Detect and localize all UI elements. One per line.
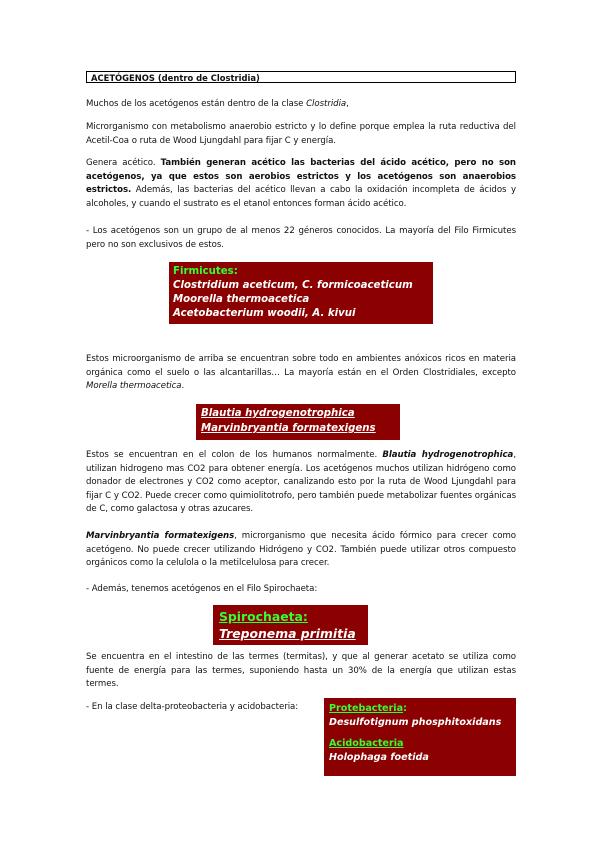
species-line: Blautia hydrogenotrophica (201, 408, 355, 419)
species-line: Desulfotignum phosphitoxidans (329, 716, 502, 728)
section-subtitle: (dentro de Clostridia) (154, 73, 260, 83)
species-line: Clostridium aceticum, C. formicoaceticum (173, 280, 413, 291)
paragraph-1: Muchos de los acetógenos están dentro de la clase Clostridia, (86, 99, 349, 109)
section-header (86, 71, 516, 83)
species-line: Acetobacterium woodii, A. kivui (173, 308, 356, 319)
firmicutes-title: Firmicutes: (173, 266, 238, 277)
paragraph-10: - En la clase delta-proteobacteria y acidobacteria: (86, 702, 299, 712)
proteobacteria-box: Protebacteria: Desulfotignum phosphitoxidans Acidobacteria Holophaga foetida (324, 698, 516, 776)
acidobacteria-title: Acidobacteria (329, 738, 404, 749)
species-line: Marvinbryantia formatexigens (201, 423, 376, 434)
blautia-box (196, 404, 400, 440)
paragraph-4: - Los acetógenos son un grupo de al menos 22 géneros conocidos. La mayoría del Filo Firmicutes pero no son exclusivos de estos. (86, 226, 516, 250)
proteobacteria-title: Protebacteria (329, 703, 404, 714)
species-line: Holophaga foetida (329, 751, 429, 763)
paragraph-9: Se encuentra en el intestino de las termes (termitas), y que al generar acetato se utiliza como fuente de energía para las termes, suponiendo hasta un 30% de la energía que utilizan estas termes. (86, 652, 516, 689)
paragraph-5: Estos microorganismo de arriba se encuentran sobre todo en ambientes anóxicos ricos en materia orgánica como el suelo o las alcantarillas… La mayoría están en el Orden Clostridiales, excepto Morella thermoacetica. (86, 354, 516, 391)
species-line: Moorella thermoacetica (173, 294, 310, 305)
spirochaeta-box (213, 605, 368, 645)
section-title: ACETÓGENOS (91, 73, 155, 83)
paragraph-3: Genera acético. También generan acético las bacterias del ácido acético, pero no son acetógenos, ya que estos son aerobios estrictos y los acetógenos son anaerobios estrictos. Además, las bacterias del acético llevan a cabo la oxidación incompleta de ácidos y alcoholes, y cuando el sustrato es el etanol entonces forman ácido acético. (86, 158, 516, 209)
paragraph-2: Microrganismo con metabolismo anaerobio estricto y lo define porque emplea la ruta reductiva del Acetil-Coa o ruta de Wood Ljungdahl para fijar C y energía. (86, 122, 516, 146)
species-line: Treponema primitia (219, 626, 356, 641)
paragraph-8: - Además, tenemos acetógenos en el Filo Spirochaeta: (86, 584, 318, 594)
paragraph-6: Estos se encuentran en el colon de los humanos normalmente. Blautia hydrogenotrophica, utilizan hidrogeno mas CO2 para obtener energía. Los acetógenos muchos utilizan hidrógeno como donador de electrones y CO2 como aceptor, canalizando esto por la ruta de Wood Ljungdahl para fijar C y CO2. Puede crecer como quimiolitotrofo, pero también puede metabolizar fuentes orgánicas de C, como galactosa y otras azucares. (86, 450, 516, 514)
firmicutes-box (169, 262, 433, 324)
paragraph-7: Marvinbryantia formatexigens, microrganismo que necesita ácido fórmico para crecer como acetógeno. No puede crecer utilizando Hidrógeno y CO2. También puede utilizar otros compuesto orgánicos como la celulola o la metilcelulosa para crecer. (86, 531, 517, 568)
spirochaeta-title: Spirochaeta: (219, 609, 308, 624)
